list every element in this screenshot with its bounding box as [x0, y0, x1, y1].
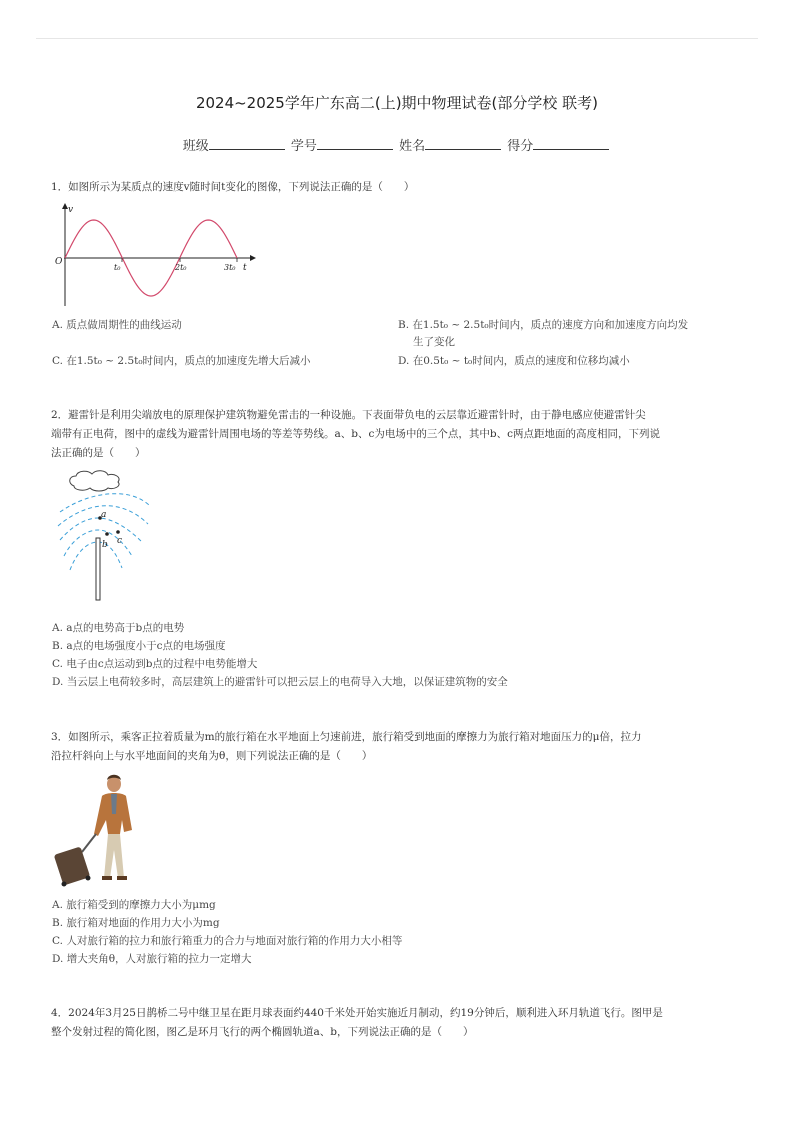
score-field — [507, 135, 611, 154]
score-blank[interactable] — [533, 137, 609, 150]
point-c-label: c — [117, 536, 123, 546]
name-blank[interactable] — [425, 137, 501, 150]
tick-t0-label: t₀ — [114, 263, 121, 272]
q3-option-a[interactable]: A. 旅行箱受到的摩擦力大小为μmg — [52, 899, 216, 911]
suitcase-wheel — [86, 876, 91, 881]
q1-option-b-cont: 生了变化 — [413, 336, 455, 348]
point-c — [116, 530, 120, 534]
point-b — [105, 532, 109, 536]
q3-option-c[interactable]: C. 人对旅行箱的拉力和旅行箱重力的合力与地面对旅行箱的作用力大小相等 — [52, 935, 403, 947]
question-1-stem: 1．如图所示为某质点的速度v随时间t变化的图像，下列说法正确的是（ ） — [51, 181, 415, 193]
name-label: 姓名 — [399, 139, 426, 154]
suitcase-handle — [82, 834, 96, 852]
traveler-with-suitcase-image — [52, 770, 147, 892]
trousers — [104, 834, 124, 878]
q3-option-b[interactable]: B. 旅行箱对地面的作用力大小为mg — [52, 917, 220, 929]
q2-option-c[interactable]: C. 电子由c点运动到b点的过程中电势能增大 — [52, 658, 258, 670]
header-divider — [36, 38, 758, 39]
tick-3t0-label: 3t₀ — [224, 263, 236, 272]
q1-option-a[interactable]: A. 质点做周期性的曲线运动 — [52, 319, 182, 331]
score-label: 得分 — [507, 139, 534, 154]
student-id-blank[interactable] — [317, 137, 393, 150]
q3-option-d[interactable]: D. 增大夹角θ，人对旅行箱的拉力一定增大 — [52, 953, 252, 965]
lightning-rod-figure — [52, 468, 162, 604]
point-b-label: b — [102, 540, 108, 550]
question-4-stem-line2: 整个发射过程的简化图，图乙是环月飞行的两个椭圆轨道a、b，下列说法正确的是（ ） — [51, 1026, 474, 1038]
suitcase — [54, 846, 91, 885]
student-id-label: 学号 — [290, 139, 317, 154]
shoe-left — [102, 876, 112, 880]
question-2-stem-line2: 端带有正电荷，图中的虚线为避雷针周围电场的等差等势线。a、b、c为电场中的三个点，其中b、c两点距地面的高度相同，下列说 — [51, 428, 660, 440]
question-2-stem-line1: 2．避雷针是利用尖端放电的原理保护建筑物避免雷击的一种设施。下表面带负电的云层靠近避雷针时，由于静电感应使避雷针尖 — [51, 409, 646, 421]
shirt — [111, 794, 117, 814]
question-4-stem-line1: 4．2024年3月25日鹊桥二号中继卫星在距月球表面约440千米处开始实施近月制动，约19分钟后，顺利进入环月轨道飞行。图甲是 — [51, 1007, 663, 1019]
exam-title: 2024~2025学年广东高二(上)期中物理试卷(部分学校 联考) — [195, 94, 599, 112]
point-a-label: a — [101, 510, 107, 520]
equipotential-lines — [58, 494, 150, 570]
class-field — [183, 135, 287, 154]
name-field — [399, 135, 503, 154]
t-axis-label: t — [243, 263, 247, 273]
class-label: 班级 — [182, 139, 209, 154]
t-axis-arrow — [250, 255, 256, 261]
student-info-row — [0, 135, 794, 154]
student-id-field — [291, 135, 395, 154]
question-2-stem-line3: 法正确的是（ ） — [51, 447, 146, 459]
v-axis-label: v — [68, 205, 74, 215]
q2-option-a[interactable]: A. a点的电势高于b点的电势 — [52, 622, 185, 634]
tick-2t0-label: 2t₀ — [175, 263, 187, 272]
q1-option-b[interactable]: B. 在1.5t₀ ~ 2.5t₀时间内，质点的速度方向和加速度方向均发 — [398, 319, 689, 331]
q2-option-b[interactable]: B. a点的电场强度小于c点的电场强度 — [52, 640, 226, 652]
origin-label: O — [55, 257, 63, 267]
question-3-stem-line1: 3．如图所示，乘客正拉着质量为m的旅行箱在水平地面上匀速前进，旅行箱受到地面的摩擦力为旅行箱对地面压力的μ倍，拉力 — [51, 731, 642, 743]
suitcase-wheel — [62, 882, 67, 887]
velocity-time-graph — [52, 200, 257, 310]
question-3-stem-line2: 沿拉杆斜向上与水平地面间的夹角为θ，则下列说法正确的是（ ） — [51, 750, 373, 762]
shoe-right — [117, 876, 127, 880]
q1-option-c[interactable]: C. 在1.5t₀ ~ 2.5t₀时间内，质点的加速度先增大后减小 — [52, 355, 311, 367]
q2-option-d[interactable]: D. 当云层上电荷较多时，高层建筑上的避雷针可以把云层上的电荷导入大地，以保证建筑物的安全 — [52, 676, 508, 688]
q1-option-d[interactable]: D. 在0.5t₀ ~ t₀时间内，质点的速度和位移均减小 — [398, 355, 630, 367]
lightning-rod — [96, 538, 100, 600]
cloud-shape — [70, 471, 119, 491]
class-blank[interactable] — [209, 137, 285, 150]
